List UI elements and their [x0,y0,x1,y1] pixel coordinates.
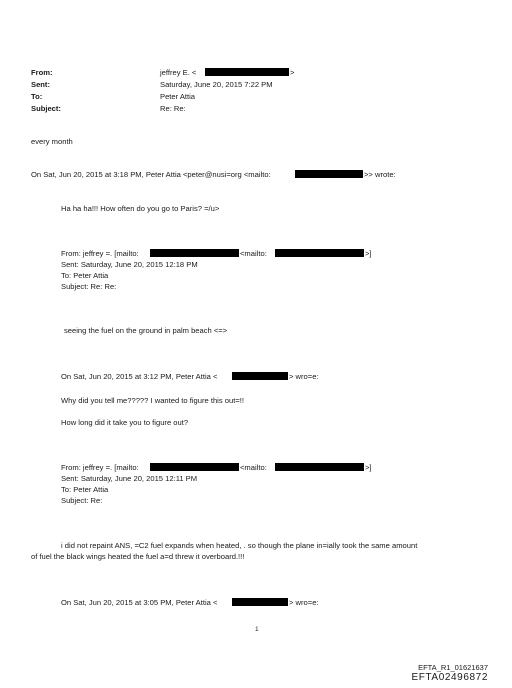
to-value: Peter Attia [160,92,196,101]
fwd1-from-mailto: <mailto: [240,249,267,258]
quote-header-3: On Sat, Jun 20, 2015 at 3:05 PM, Peter Attia < [61,598,218,607]
fwd2-from-end: >] [365,463,372,472]
subject-value: Re: Re: [160,104,186,113]
redaction-block [232,598,288,606]
message-2: seeing the fuel on the ground in palm beach <=> [64,326,228,335]
redaction-block [150,463,239,471]
reply-text: every month [31,137,73,146]
fwd2-from: From: jeffrey =. [mailto: [61,463,139,472]
fwd2-from-mailto: <mailto: [240,463,267,472]
footer-id-small: EFTA_R1_01621637 [418,663,488,672]
message-5-line-2: of fuel the black wings heated the fuel a=d threw it overboard.!!! [31,552,245,561]
redaction-block [275,249,364,257]
quote-header-1-end: >> wrote: [364,170,396,179]
footer-id-large: EFTA02496872 [411,672,488,683]
redaction-block [232,372,288,380]
sent-label: Sent: [31,80,50,89]
sent-value: Saturday, June 20, 2015 7:22 PM [160,80,273,89]
from-label: From: [31,68,53,77]
redaction-block [205,68,289,76]
page-number: 1 [255,626,259,633]
message-1: Ha ha ha!!! How often do you go to Paris? =/u> [61,204,220,213]
fwd1-from: From: jeffrey =. [mailto: [61,249,139,258]
redaction-block [150,249,239,257]
fwd2-subject: Subject: Re: [61,496,103,505]
redaction-block [295,170,363,178]
from-value-close: > [290,68,295,77]
to-label: To: [31,92,43,101]
quote-header-2-end: > wro=e: [289,372,319,381]
fwd2-sent: Sent: Saturday, June 20, 2015 12:11 PM [61,474,198,483]
message-3: Why did you tell me????? I wanted to figure this out=!! [61,396,244,405]
fwd2-to: To: Peter Attia [61,485,109,494]
fwd1-to: To: Peter Attia [61,271,109,280]
from-value: jeffrey E. < [160,68,197,77]
message-5-line-1: i did not repaint ANS, =C2 fuel expands when heated, . so though the plane in=ially took the same amount [61,541,418,550]
fwd1-sent: Sent: Saturday, June 20, 2015 12:18 PM [61,260,198,269]
subject-label: Subject: [31,104,61,113]
fwd1-subject: Subject: Re: Re: [61,282,117,291]
quote-header-2: On Sat, Jun 20, 2015 at 3:12 PM, Peter Attia < [61,372,218,381]
fwd1-from-end: >] [365,249,372,258]
redaction-block [275,463,364,471]
message-4: How long did it take you to figure out? [61,418,189,427]
quote-header-3-end: > wro=e: [289,598,319,607]
quote-header-1: On Sat, Jun 20, 2015 at 3:18 PM, Peter Attia <peter@nusi=org <mailto: [31,170,271,179]
